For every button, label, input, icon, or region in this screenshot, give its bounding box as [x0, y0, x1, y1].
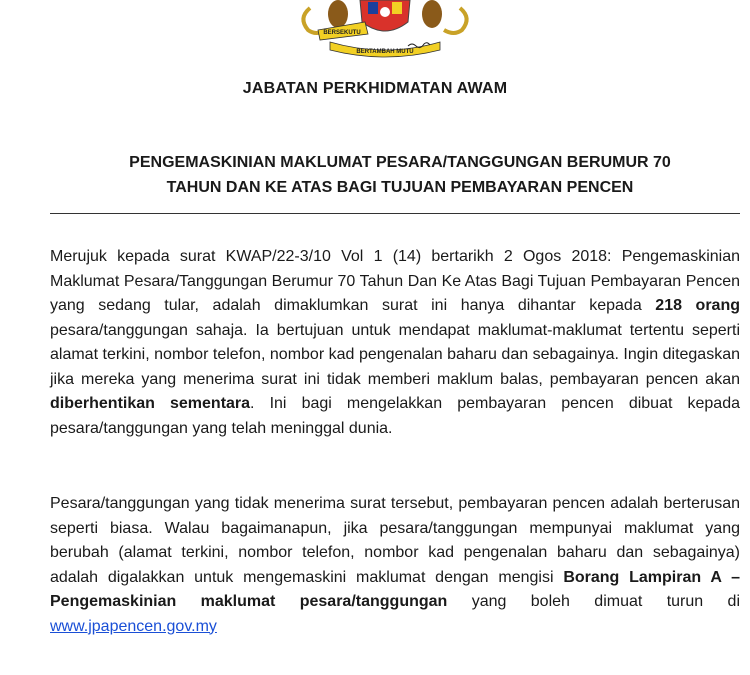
website-link[interactable]: www.jpapencen.gov.my	[50, 617, 217, 635]
paragraph-1-text-b: pesara/tanggungan sahaja. Ia bertujuan untuk mendapat maklumat-maklumat tertentu seperti alamat terkini, nombor telefon, nombor kad pengenalan baharu dan sebagainya. Ingin ditegaskan jika mereka yang menerima surat ini tidak memberi maklum balas, pembayaran pencen akan	[50, 321, 740, 388]
paragraph-1	[50, 245, 740, 441]
recipient-count: 218 orang	[655, 297, 740, 314]
title-line-1: PENGEMASKINIAN MAKLUMAT PESARA/TANGGUNGAN BERUMUR 70	[129, 154, 671, 171]
motto-ribbon-bottom-text: BERTAMBAH MUTU	[356, 49, 414, 55]
motto-ribbon-left-text: BERSEKUTU	[323, 30, 361, 36]
paragraph-1-text-a: Merujuk kepada surat KWAP/22-3/10 Vol 1 (14) bertarikh 2 Ogos 2018: Pengemaskinian Maklumat Pesara/Tanggungan Berumur 70 Tahun Dan Ke Atas Bagi Tujuan Pembayaran Pencen yang sedang tular, adalah dimaklumkan surat ini hanya dihantar kepada	[50, 248, 740, 314]
title-line-2: TAHUN DAN KE ATAS BAGI TUJUAN PEMBAYARAN PENCEN	[166, 179, 634, 196]
department-name: JABATAN PERKHIDMATAN AWAM	[242, 80, 508, 97]
document-title	[40, 150, 750, 200]
form-name: Borang Lampiran A – Pengemaskinian maklumat pesara/tanggungan	[50, 568, 740, 610]
suspension-notice: diberhentikan sementara	[50, 395, 251, 412]
paragraph-2-text-b: yang boleh dimuat turun di	[447, 593, 741, 610]
title-divider	[50, 213, 740, 214]
paragraph-2	[50, 492, 740, 639]
paragraph-2-text-a: Pesara/tanggungan yang tidak menerima surat tersebut, pembayaran pencen adalah berterusan seperti biasa. Walau bagaimanapun, jika pesara/tanggungan mempunyai maklumat yang berubah (alamat terkini, nombor telefon, nombor kad pengenalan baharu dan sebagainya) adalah digalakkan untuk mengemaskini maklumat dengan mengisi	[50, 495, 740, 586]
coat-of-arms-emblem	[290, 0, 480, 60]
paragraph-1-text-c: . Ini bagi mengelakkan pembayaran pencen dibuat kepada pesara/tanggungan yang telah meninggal dunia.	[50, 395, 740, 437]
